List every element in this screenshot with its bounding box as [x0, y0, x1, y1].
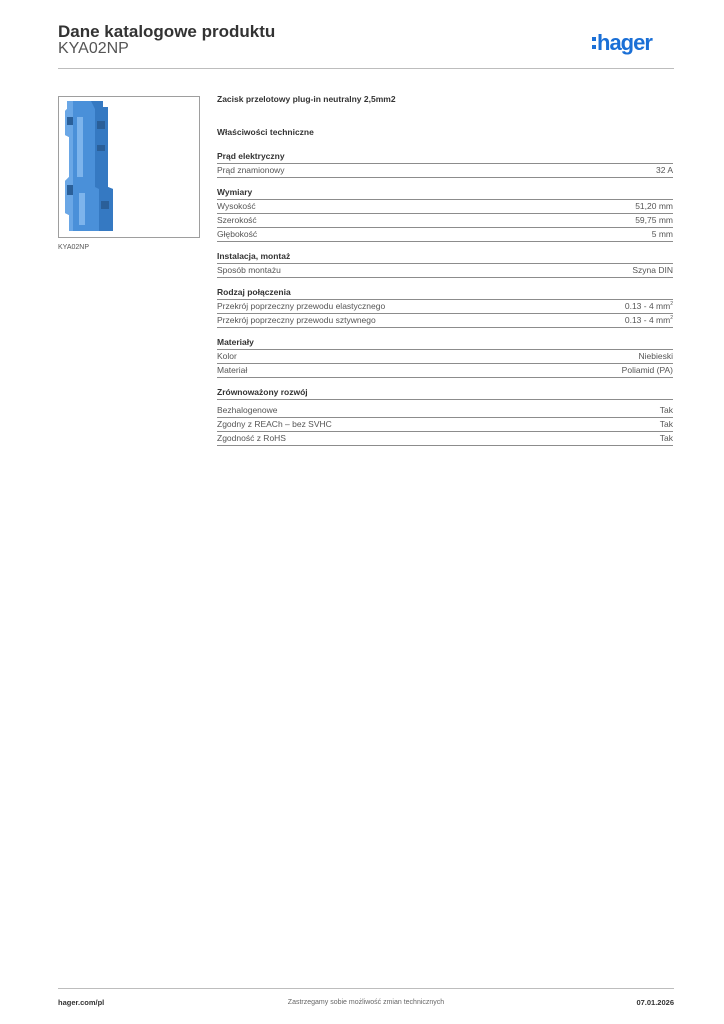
group-electric-current [217, 150, 673, 178]
spec-row [217, 314, 673, 328]
page-title: Dane katalogowe produktu [58, 22, 276, 41]
spec-row [217, 432, 673, 446]
spec-value: Niebieski [638, 351, 673, 361]
spec-value: Tak [659, 405, 673, 415]
spec-value-text: 0.13 - 4 mm [624, 315, 671, 325]
page-footer [58, 998, 674, 1010]
group-title: Prąd elektryczny [217, 150, 673, 164]
spec-label: Prąd znamionowy [217, 165, 285, 175]
group-materials [217, 336, 673, 378]
spec-row [217, 350, 673, 364]
spec-value: Tak [659, 433, 673, 443]
group-title: Zrównoważony rozwój [217, 386, 673, 400]
group-title: Wymiary [217, 186, 673, 200]
spec-value-text: 0.13 - 4 mm [624, 301, 671, 311]
superscript: 2 [670, 315, 673, 321]
group-dimensions [217, 186, 673, 242]
product-image-caption: KYA02NP [58, 244, 89, 251]
spec-value: 59,75 mm [635, 215, 673, 225]
page-header [58, 20, 674, 70]
spec-row [217, 418, 673, 432]
spec-label: Materiał [217, 365, 248, 375]
spec-row [217, 404, 673, 418]
spec-label: Szerokość [217, 215, 257, 225]
spec-label: Bezhalogenowe [217, 405, 278, 415]
group-sustainability [217, 386, 673, 446]
spec-label: Sposób montażu [217, 265, 281, 275]
group-title: Instalacja, montaż [217, 250, 673, 264]
product-description: Zacisk przelotowy plug-in neutralny 2,5mm2 [217, 94, 396, 104]
footer-date: 07.01.2026 [636, 998, 674, 1007]
spec-row [217, 214, 673, 228]
group-title: Rodzaj połączenia [217, 286, 673, 300]
spec-value: Szyna DIN [632, 265, 673, 275]
footer-disclaimer: Zastrzegamy sobie możliwość zmian technicznych [287, 999, 445, 1006]
spec-label: Zgodny z REACh – bez SVHC [217, 419, 332, 429]
spec-value [625, 300, 673, 313]
group-title: Materiały [217, 336, 673, 350]
product-details [217, 94, 673, 454]
spec-row [217, 364, 673, 378]
spec-label: Przekrój poprzeczny przewodu sztywnego [217, 315, 376, 325]
spec-row [217, 200, 673, 214]
product-code: KYA02NP [58, 40, 129, 57]
group-connection-type [217, 286, 673, 328]
group-installation [217, 250, 673, 278]
technical-properties-title: Właściwości techniczne [217, 127, 314, 137]
spec-row [217, 164, 673, 178]
terminal-block-image [59, 97, 199, 237]
superscript: 2 [670, 301, 673, 307]
spec-value: Poliamid (PA) [621, 365, 673, 375]
spec-label: Wysokość [217, 201, 256, 211]
spec-label: Zgodność z RoHS [217, 433, 286, 443]
spec-row [217, 300, 673, 314]
spec-label: Przekrój poprzeczny przewodu elastycznego [217, 301, 386, 311]
spec-value: 51,20 mm [635, 201, 673, 211]
logo-text: hager [597, 30, 652, 55]
product-image-frame [58, 96, 200, 238]
footer-website-link[interactable]: hager.com/pl [58, 998, 105, 1007]
footer-divider [58, 988, 674, 989]
spec-label: Kolor [217, 351, 237, 361]
spec-label: Głębokość [217, 229, 258, 239]
hager-logo [592, 28, 674, 58]
spec-row [217, 264, 673, 278]
spec-value: 32 A [655, 165, 673, 175]
spec-row [217, 228, 673, 242]
header-divider [58, 68, 674, 69]
spec-value: Tak [659, 419, 673, 429]
spec-value: 5 mm [651, 229, 673, 239]
spec-value [625, 314, 673, 327]
